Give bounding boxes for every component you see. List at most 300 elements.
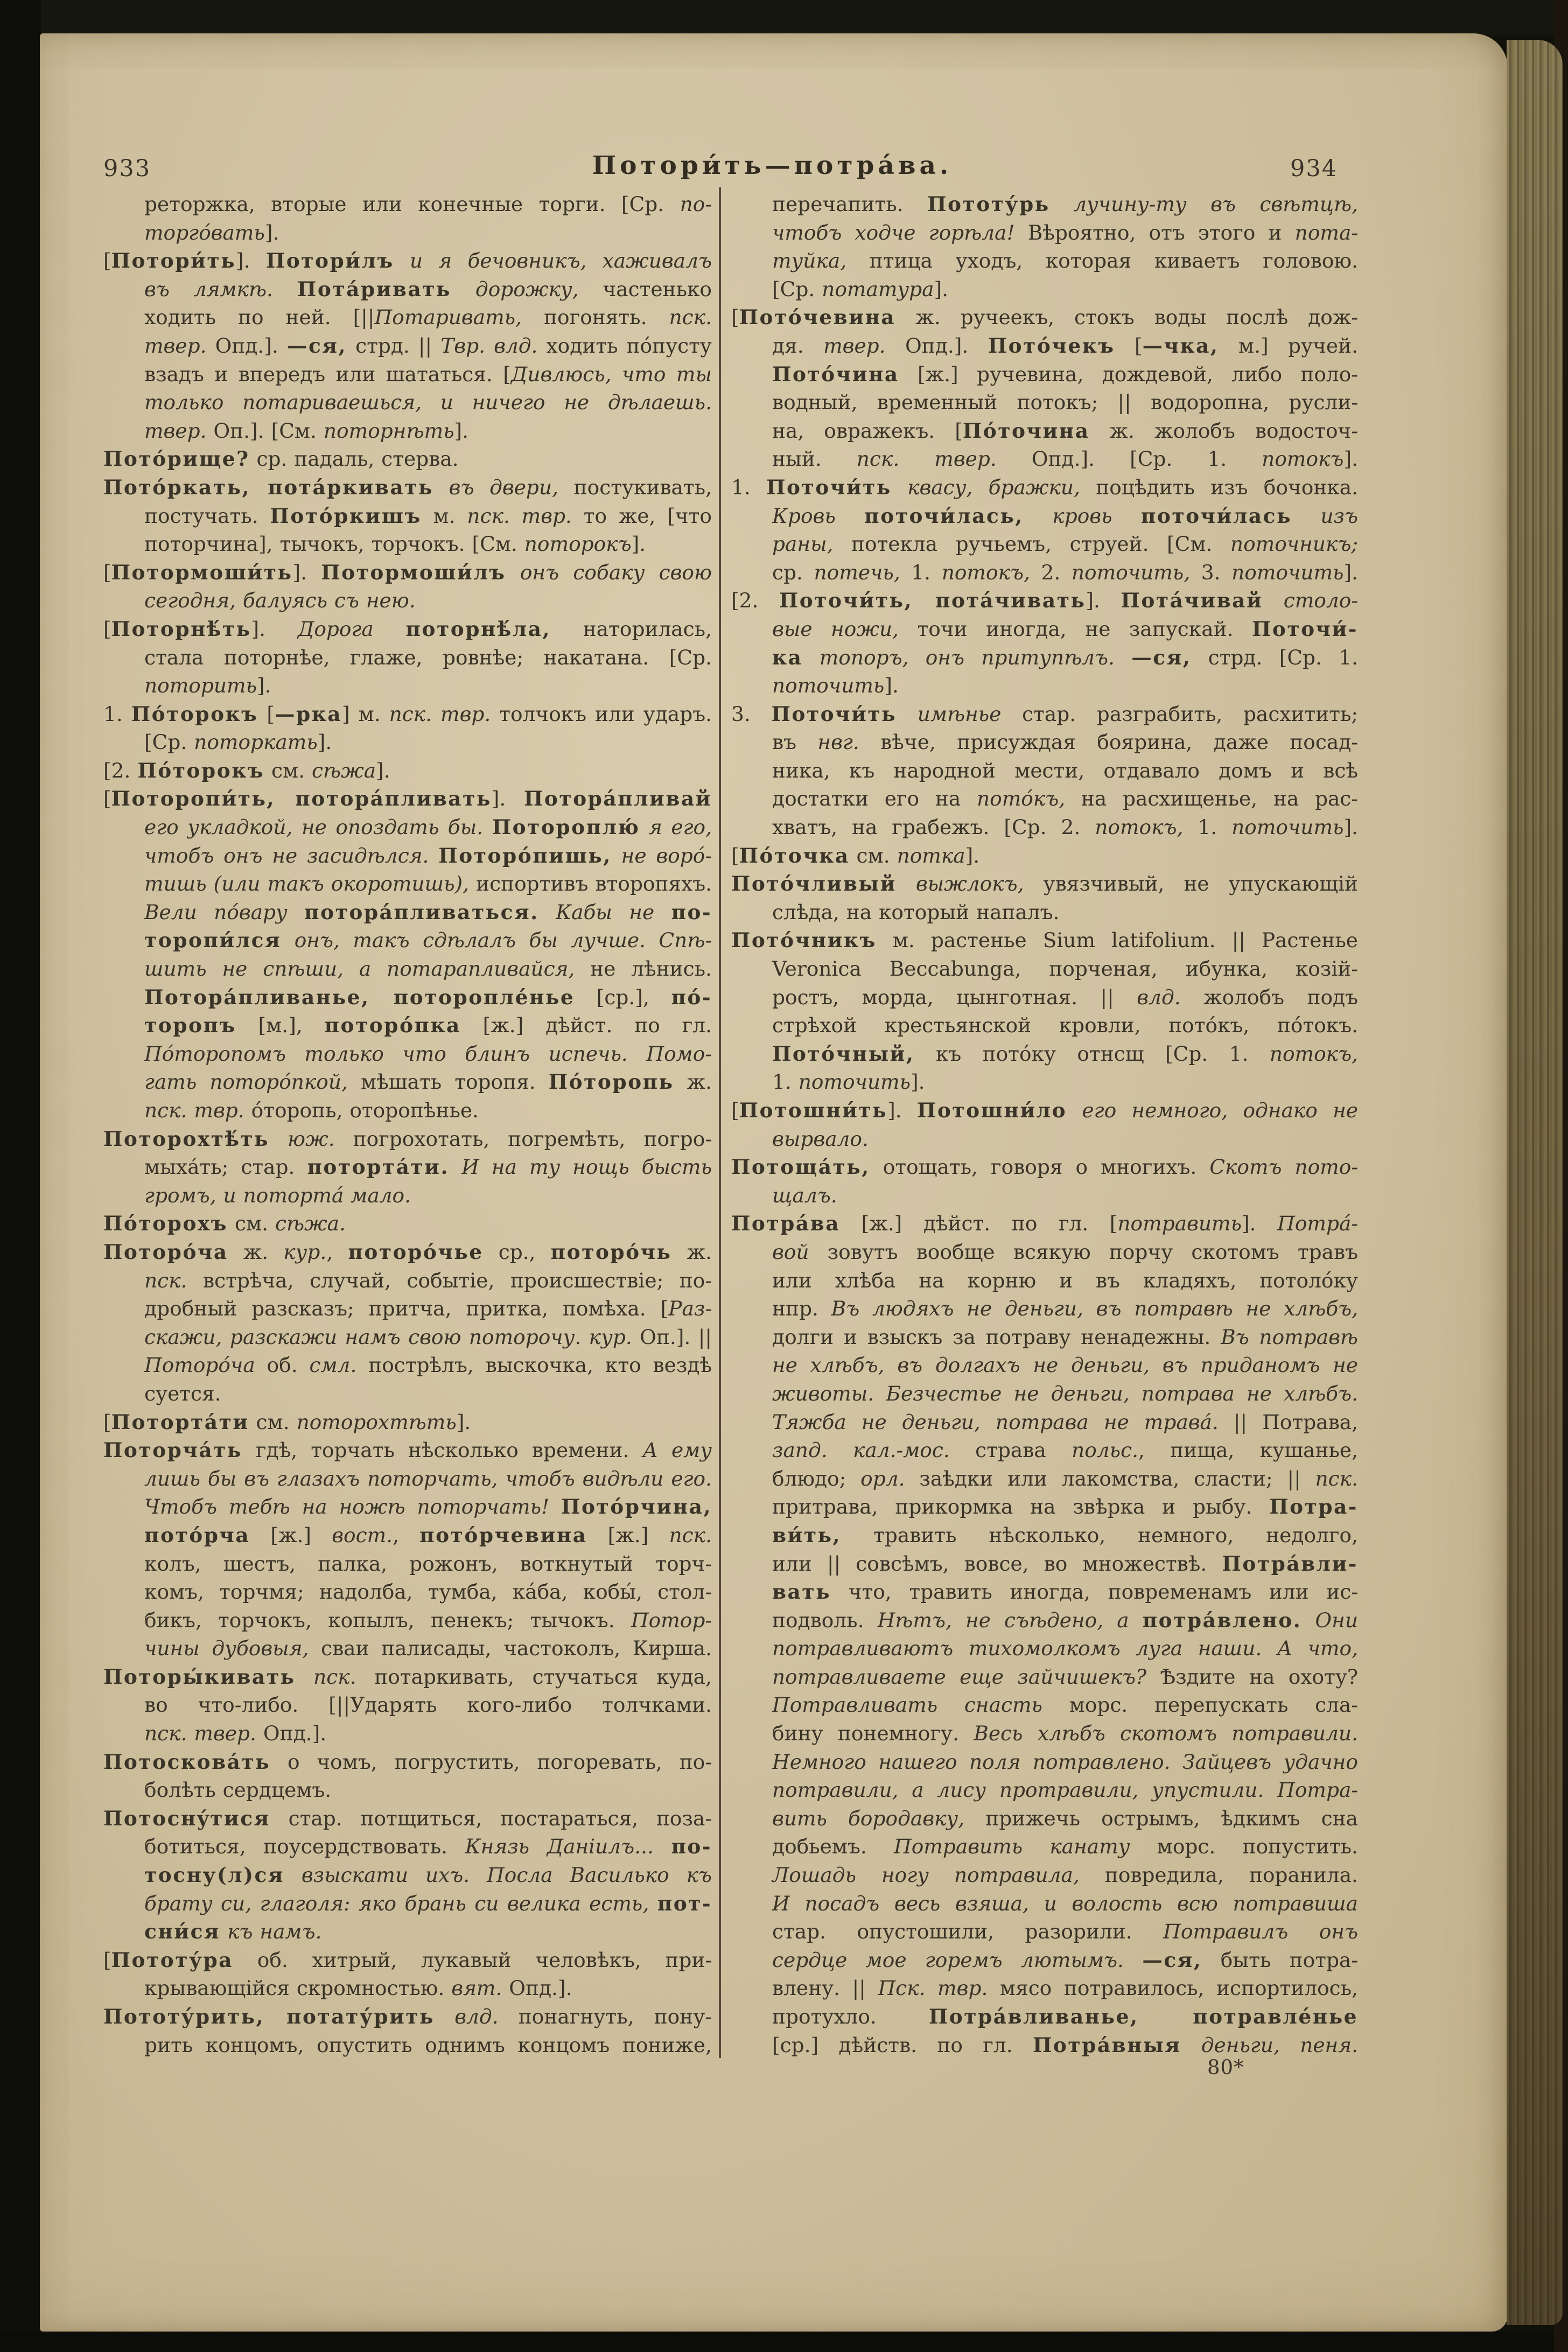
example-text: деньги, пеня.	[1201, 2033, 1359, 2057]
example-text: запд. кал.-мос.	[772, 1438, 950, 1462]
example-text: потокъ,	[1269, 1041, 1358, 1066]
body-text: ростъ, морда, цынготная. ||	[772, 985, 1137, 1009]
headword-text: Пототу́ра	[111, 1948, 234, 1972]
text-line	[103, 785, 712, 813]
text-line	[103, 1181, 712, 1210]
headword-text: Пото́рчина,	[561, 1495, 712, 1519]
body-text: ].	[292, 560, 321, 584]
body-text: реторжка, вторые или конечные торги. [Ср.	[144, 192, 680, 216]
body-text	[1112, 504, 1141, 528]
body-text: стрд. ||	[347, 333, 441, 358]
text-line	[103, 700, 712, 729]
body-text	[429, 844, 438, 867]
body-text: потаркивать, стучаться куда,	[356, 1664, 712, 1689]
text-line	[731, 1917, 1358, 1946]
text-line	[103, 1465, 712, 1493]
headword-text: Потори́лъ	[265, 249, 394, 273]
body-text: Опд.].	[206, 333, 287, 358]
example-text: не воро́-	[621, 843, 712, 867]
body-text	[433, 475, 449, 499]
body-text: понагнуть, пону-	[498, 2005, 712, 2028]
headword-text: —ся,	[1131, 645, 1192, 669]
page-number-left: 933	[103, 155, 151, 182]
body-text	[1181, 2033, 1201, 2057]
body-text	[640, 815, 649, 839]
headword-text: Поторопи́ть, потора́пливать	[111, 787, 492, 811]
headword-text: Пототу́рь	[927, 192, 1050, 216]
headword-text: Поторчáть	[103, 1438, 242, 1462]
body-text	[273, 277, 297, 301]
body-text: 1.	[731, 475, 767, 499]
headword-text: —чка,	[1142, 333, 1219, 358]
example-text: дорожку,	[475, 277, 579, 301]
example-text: Потравливать снасть	[772, 1693, 1042, 1717]
text-line	[731, 842, 1358, 870]
example-text: гать поторо́пкой,	[144, 1070, 348, 1094]
headword-text: поторо́пка	[324, 1013, 461, 1038]
text-line	[103, 615, 712, 643]
text-line	[103, 1861, 712, 1889]
text-line	[103, 1804, 712, 1833]
text-line	[103, 1068, 712, 1096]
body-text: бикъ, торчокъ, копылъ, пенекъ; тычокъ.	[144, 1608, 631, 1632]
headword-text: пот-	[657, 1891, 712, 1915]
text-line	[103, 1719, 712, 1748]
text-line	[103, 1917, 712, 1946]
body-text: см.	[249, 1410, 297, 1434]
headword-text: По́торохъ	[103, 1212, 228, 1236]
dictionary-page	[40, 33, 1508, 2332]
example-text: пск.	[144, 1268, 187, 1292]
example-text: Чтобъ тебѣ на ножѣ поторчать!	[144, 1495, 550, 1519]
headword-text: Потора́пливанье, поторопле́нье	[144, 985, 575, 1009]
text-line	[103, 643, 712, 672]
headword-text: —ся,	[286, 333, 347, 358]
body-text: ].	[491, 787, 524, 811]
body-text	[1024, 504, 1052, 528]
body-text: не лѣнись.	[575, 957, 712, 981]
headword-text: Пото́чникъ	[731, 928, 877, 953]
headword-text: Поточи́-	[1252, 617, 1358, 641]
book-fore-edge	[1507, 40, 1563, 2325]
text-line	[731, 1465, 1358, 1493]
body-text	[892, 475, 907, 499]
body-text: бину понемногу.	[772, 1721, 974, 1746]
body-text: травить нѣсколько, немного, недолго,	[841, 1523, 1358, 1547]
headword-text: Поторы́кивать	[103, 1664, 296, 1689]
text-line	[103, 558, 712, 587]
text-line	[731, 530, 1358, 558]
text-line	[731, 247, 1358, 275]
body-text: [	[103, 249, 111, 273]
example-text: вост.	[332, 1523, 393, 1547]
body-text: ].	[1343, 560, 1359, 584]
text-line	[731, 671, 1358, 700]
body-text: ботиться, поусердствовать.	[144, 1835, 465, 1859]
body-text: [	[103, 560, 111, 584]
example-text: скажи, разскажи намъ свою поторочу. кур.	[144, 1325, 632, 1349]
body-text: [	[103, 1410, 111, 1434]
body-text: рить концомъ, опустить однимъ концомъ пониже,	[144, 2033, 712, 2057]
body-text: [ж.] дѣйст. по гл. [	[840, 1212, 1118, 1236]
body-text: стар. опустошили, разорили.	[772, 1920, 1164, 1944]
example-text: пск. твер.	[856, 447, 997, 471]
body-text: достатки его на	[772, 787, 977, 811]
body-text: [м.],	[236, 1013, 325, 1038]
example-text: животы. Безчестье не деньги, потрава не хлѣбъ.	[772, 1381, 1358, 1405]
example-text: къ намъ.	[227, 1920, 322, 1944]
body-text: постучать.	[144, 503, 270, 528]
text-line	[103, 473, 712, 502]
example-text: пск.	[313, 1664, 356, 1689]
text-line	[103, 955, 712, 983]
headword-text: Потоснýтися	[103, 1806, 270, 1830]
text-line	[103, 190, 712, 219]
body-text: || Потрава,	[1218, 1410, 1358, 1434]
example-text: смл.	[309, 1353, 357, 1377]
example-text: сердце мое горемъ лютымъ.	[772, 1948, 1124, 1972]
text-line	[103, 1408, 712, 1437]
example-text: Въ людяхъ не деньги, въ потравѣ не хлѣбъ,	[831, 1297, 1358, 1321]
example-text: поторохтѣть	[296, 1410, 457, 1434]
example-text: И посадъ весь взяша, и волость всю потравиша	[772, 1891, 1358, 1915]
example-text: онъ собаку свою	[520, 560, 712, 584]
body-text: 1.	[772, 1070, 799, 1094]
example-text: щалъ.	[772, 1183, 837, 1207]
body-text: [	[103, 787, 111, 811]
text-line	[731, 445, 1358, 473]
body-text	[1067, 1098, 1082, 1122]
text-line	[731, 1748, 1358, 1776]
example-text: сегодня, балуясь съ нею.	[144, 589, 416, 613]
body-text	[1292, 504, 1320, 528]
example-text: и я бечовникъ, хаживалъ	[410, 249, 712, 273]
headword-text: Поточи́ть	[766, 475, 892, 499]
body-text: что, травить иногда, повременамъ или ис-	[831, 1580, 1358, 1604]
body-text	[451, 277, 475, 301]
body-text: зовутъ вообще всякую порчу скотомъ травъ	[809, 1240, 1358, 1264]
text-line	[731, 2003, 1358, 2031]
body-text	[539, 900, 556, 924]
body-text: на расхищенье, на рас-	[1065, 787, 1358, 811]
example-text: въ лямкѣ.	[144, 277, 273, 301]
example-text: чтобъ онъ не засидѣлся.	[144, 843, 429, 867]
example-text: не хлѣбъ, въ долгахъ не деньги, въ приданомъ не	[772, 1353, 1358, 1377]
left-text-column	[103, 190, 712, 2059]
body-text: [Ср.	[144, 730, 194, 754]
example-text: поторить	[144, 674, 257, 698]
example-text: Князь Даніилъ...	[465, 1835, 654, 1859]
body-text: 2.	[1030, 560, 1072, 584]
body-text: мыха́ть; стар.	[144, 1155, 307, 1179]
body-text: прижечь острымъ, ѣдкимъ сна	[964, 1806, 1358, 1830]
body-text: постукивать,	[558, 475, 712, 499]
headword-text: Пото́ркишъ	[270, 503, 422, 528]
body-text: гдѣ, торчать нѣсколько времени.	[242, 1438, 643, 1462]
body-text: точи иногда, не запускай.	[899, 617, 1252, 641]
headword-text: Пота́ривать	[297, 277, 451, 301]
text-line	[731, 275, 1358, 304]
text-line	[731, 700, 1358, 729]
headword-text: —рка	[275, 702, 342, 726]
body-text: [	[731, 1098, 739, 1122]
body-text: дя.	[772, 333, 824, 358]
body-text: поцѣдить изъ бочонка.	[1080, 475, 1359, 499]
body-text: болѣть сердцемъ.	[144, 1778, 332, 1802]
body-text	[654, 1835, 671, 1858]
headword-text: Потормоши́лъ	[321, 560, 506, 584]
example-text: раны,	[772, 532, 834, 556]
example-text: Тяжба не деньги, потрава не травá.	[772, 1410, 1219, 1434]
body-text: подволь.	[772, 1608, 878, 1632]
body-text	[449, 1155, 461, 1179]
text-line	[731, 1493, 1358, 1521]
headword-text: потра́влено.	[1142, 1608, 1302, 1632]
scan-border-left	[0, 0, 41, 2352]
example-text: имѣнье	[917, 702, 1002, 726]
body-text: ный.	[772, 447, 857, 471]
text-line	[103, 1238, 712, 1266]
body-text: об. хитрый, лукавый человѣкъ, при-	[233, 1948, 712, 1972]
text-line	[103, 360, 712, 389]
body-text: протухло.	[772, 2005, 929, 2028]
example-text: топоръ, онъ притупѣлъ.	[819, 645, 1115, 669]
text-line	[731, 1238, 1358, 1266]
text-line	[731, 1436, 1358, 1465]
example-text: поторкать	[194, 730, 318, 754]
body-text: Опд.].	[256, 1721, 327, 1746]
example-text: взыскати ихъ. Посла Василько къ	[301, 1863, 712, 1887]
headword-text: Поторо́ча	[103, 1240, 228, 1264]
body-text: [ж.]	[587, 1523, 669, 1547]
body-text	[1050, 192, 1074, 216]
body-text: хватъ, на грабежъ. [Ср. 2.	[772, 815, 1095, 839]
body-text: блюдо;	[772, 1466, 861, 1490]
headword-text: Пото́чевина	[739, 305, 896, 330]
headword-text: по-	[671, 1835, 712, 1859]
body-text: морс. перепускать сла-	[1042, 1693, 1358, 1717]
example-text: потравили, а лису протравили, упустили. Потра-	[772, 1778, 1358, 1802]
text-line	[103, 1691, 712, 1719]
text-line	[731, 558, 1358, 587]
text-line	[103, 1578, 712, 1606]
body-text: Ѣздите на охоту?	[1146, 1664, 1358, 1689]
example-text: Потор-	[631, 1608, 712, 1632]
body-text: м. растенье Sium latifolium. || Растенье	[876, 928, 1358, 953]
body-text: Вѣроятно, отъ этого и	[1014, 220, 1295, 244]
body-text: ходить по́пусту	[537, 333, 712, 358]
example-text: вить бородавку,	[772, 1806, 965, 1830]
headword-text: Потра́вли-	[1222, 1551, 1358, 1576]
text-line	[103, 1323, 712, 1352]
body-text: Veronica Beccabunga, порченая, ибунка, козій-	[772, 957, 1358, 981]
body-text: ж. ручеекъ, стокъ воды послѣ дож-	[895, 305, 1358, 330]
body-text: см.	[264, 758, 312, 782]
body-text: [ср.] дѣйств. по гл.	[772, 2033, 1033, 2057]
example-text: потка	[897, 843, 965, 867]
body-text: ].	[454, 418, 469, 443]
text-line	[731, 1663, 1358, 1691]
body-text: Оп.]. ||	[632, 1325, 712, 1349]
text-line	[731, 643, 1358, 672]
body-text: мясо потравилось, испортилось,	[988, 1976, 1359, 2000]
text-line	[731, 1691, 1358, 1719]
text-line	[731, 926, 1358, 955]
body-text: во что-либо. [||Ударять кого-либо толчками.	[144, 1693, 712, 1717]
example-text: шить не спѣши, а потарапливайся,	[144, 957, 575, 981]
body-text: ].	[264, 220, 279, 244]
text-line	[103, 247, 712, 275]
example-text: поторокъ	[524, 532, 632, 556]
text-line	[731, 332, 1358, 360]
body-text	[374, 617, 406, 641]
body-text: пострѣлъ, выскочка, кто вездѣ	[356, 1353, 712, 1377]
text-line	[103, 898, 712, 927]
headword-text: Поторо́пишь,	[438, 843, 612, 867]
body-text	[549, 1495, 561, 1518]
body-text: см.	[228, 1212, 275, 1236]
text-line	[731, 1408, 1358, 1437]
text-line	[731, 1578, 1358, 1606]
example-text: столо-	[1283, 589, 1358, 613]
body-text: ника, къ народной мести, отдавало домъ и всѣ	[772, 758, 1358, 782]
text-line	[731, 1294, 1358, 1323]
body-text: Опд.]. [Ср. 1.	[996, 447, 1262, 471]
headword-text: Поточи́ть	[771, 702, 897, 726]
text-line	[731, 1153, 1358, 1181]
body-text: стрѣхой крестьянской кровли, пото́къ, по́токъ.	[772, 1013, 1358, 1038]
text-line	[731, 728, 1358, 757]
example-text: потокъ,	[941, 560, 1030, 584]
text-line	[731, 1776, 1358, 1804]
body-text: 3.	[1190, 560, 1232, 584]
headword-text: Пото́ркать, пота́ркивать	[103, 475, 433, 499]
headword-text: пото́рчевина	[419, 1523, 587, 1547]
body-text: стрд. [Ср. 1.	[1191, 645, 1359, 669]
body-text: встрѣча, случай, событіе, происшествіе; по-	[187, 1268, 712, 1292]
body-text: ].	[887, 1098, 917, 1122]
text-line	[731, 1634, 1358, 1663]
example-text: Потра́-	[1277, 1212, 1358, 1236]
body-text: къ пото́ку отнсщ [Ср. 1.	[914, 1041, 1270, 1066]
body-text	[1124, 1948, 1142, 1972]
body-text: ].	[251, 617, 298, 641]
example-text: кровь	[1052, 503, 1112, 528]
text-line	[731, 785, 1358, 813]
example-text: Пск. твр.	[878, 1976, 988, 2000]
example-text: потравить	[1117, 1212, 1242, 1236]
example-text: пото́къ,	[976, 787, 1066, 811]
text-line	[103, 303, 712, 332]
text-line	[731, 1040, 1358, 1068]
text-line	[103, 388, 712, 417]
body-text: стар. потщиться, постараться, поза-	[270, 1806, 712, 1830]
example-text: поточить,	[1071, 560, 1191, 584]
body-text: отощать, говоря о многихъ.	[870, 1155, 1210, 1179]
text-line	[103, 586, 712, 615]
body-text: 3.	[731, 702, 772, 726]
body-text: [	[731, 305, 739, 330]
body-text: повредила, поранила.	[1079, 1863, 1358, 1887]
headword-text: Потошни́ть	[739, 1098, 888, 1122]
headword-text: ви́ть,	[772, 1523, 842, 1547]
body-text: ].	[631, 532, 646, 556]
example-text: поторнѣть	[323, 418, 454, 443]
page-number-right: 934	[1290, 155, 1338, 182]
example-text: влд.	[1137, 985, 1181, 1009]
body-text: 1.	[900, 560, 942, 584]
text-line	[103, 671, 712, 700]
example-text: громъ, и потортá мало.	[144, 1183, 411, 1207]
headword-text: По́точка	[739, 843, 850, 867]
body-text	[284, 1863, 302, 1887]
body-text: ж.	[674, 1070, 712, 1094]
body-text: въ	[772, 730, 818, 754]
headword-text: Пото́чный,	[772, 1041, 915, 1066]
text-line	[103, 1125, 712, 1153]
example-text: Скотъ пото-	[1209, 1155, 1359, 1179]
headword-text: По́торокъ	[137, 758, 265, 782]
body-text: ср.	[772, 560, 814, 584]
example-text: Немного нашего поля потравлено. Зайцевъ удачно	[772, 1749, 1358, 1774]
example-text: юж.	[288, 1126, 335, 1151]
text-line	[731, 1974, 1358, 2003]
body-text: ср.,	[483, 1240, 551, 1264]
text-line	[103, 1521, 712, 1550]
example-text: Кровь	[772, 503, 836, 528]
body-text: испортивъ второпяхъ.	[469, 872, 712, 896]
body-text: [ж.] ручевина, дождевой, либо поло-	[899, 362, 1358, 386]
example-text: вые ножи,	[772, 617, 899, 641]
example-text: потатура	[822, 277, 934, 301]
body-text: м.] ручей.	[1219, 333, 1358, 358]
text-line	[103, 1436, 712, 1465]
headword-text: Потороплю́	[492, 815, 640, 839]
text-line	[731, 1946, 1358, 1975]
body-text: долги и взыскъ за потраву ненадежны.	[772, 1325, 1221, 1349]
text-line	[731, 1011, 1358, 1040]
example-text: сѣжа.	[275, 1212, 346, 1236]
body-text: об.	[255, 1353, 310, 1377]
body-text: ].	[257, 674, 271, 698]
body-text	[483, 815, 492, 839]
example-text: твер.	[144, 333, 207, 358]
body-text	[897, 872, 916, 895]
headword-text: вать	[772, 1580, 831, 1604]
example-text: нвг.	[817, 730, 859, 754]
body-text: [ж.] дѣйст. по гл.	[460, 1013, 712, 1038]
example-text: И на ту нощь бысть	[461, 1155, 712, 1179]
body-text: частенько	[578, 277, 712, 301]
text-line	[103, 926, 712, 955]
headword-text: —ся,	[1142, 1948, 1202, 1972]
body-text	[295, 1665, 313, 1689]
page-header-title: Потори́ть—потра́ва.	[592, 151, 953, 180]
example-text: Въ потравѣ	[1221, 1325, 1358, 1349]
body-text: ].	[884, 674, 899, 698]
example-text: лучину-ту въ свѣтцѣ,	[1074, 192, 1359, 216]
right-text-column	[731, 190, 1358, 2059]
example-text: онъ, такъ сдѣлалъ бы лучше. Спѣ-	[294, 928, 712, 953]
body-text: птица уходъ, которая киваетъ головою.	[846, 249, 1358, 273]
text-line	[731, 1068, 1358, 1096]
body-text	[220, 1920, 227, 1943]
body-text	[1301, 1608, 1315, 1632]
body-text: страва	[949, 1438, 1072, 1462]
text-line	[103, 2003, 712, 2031]
example-text: тишь (или такъ окоротишь),	[144, 872, 470, 896]
example-text: Поторо́ча	[144, 1353, 255, 1377]
